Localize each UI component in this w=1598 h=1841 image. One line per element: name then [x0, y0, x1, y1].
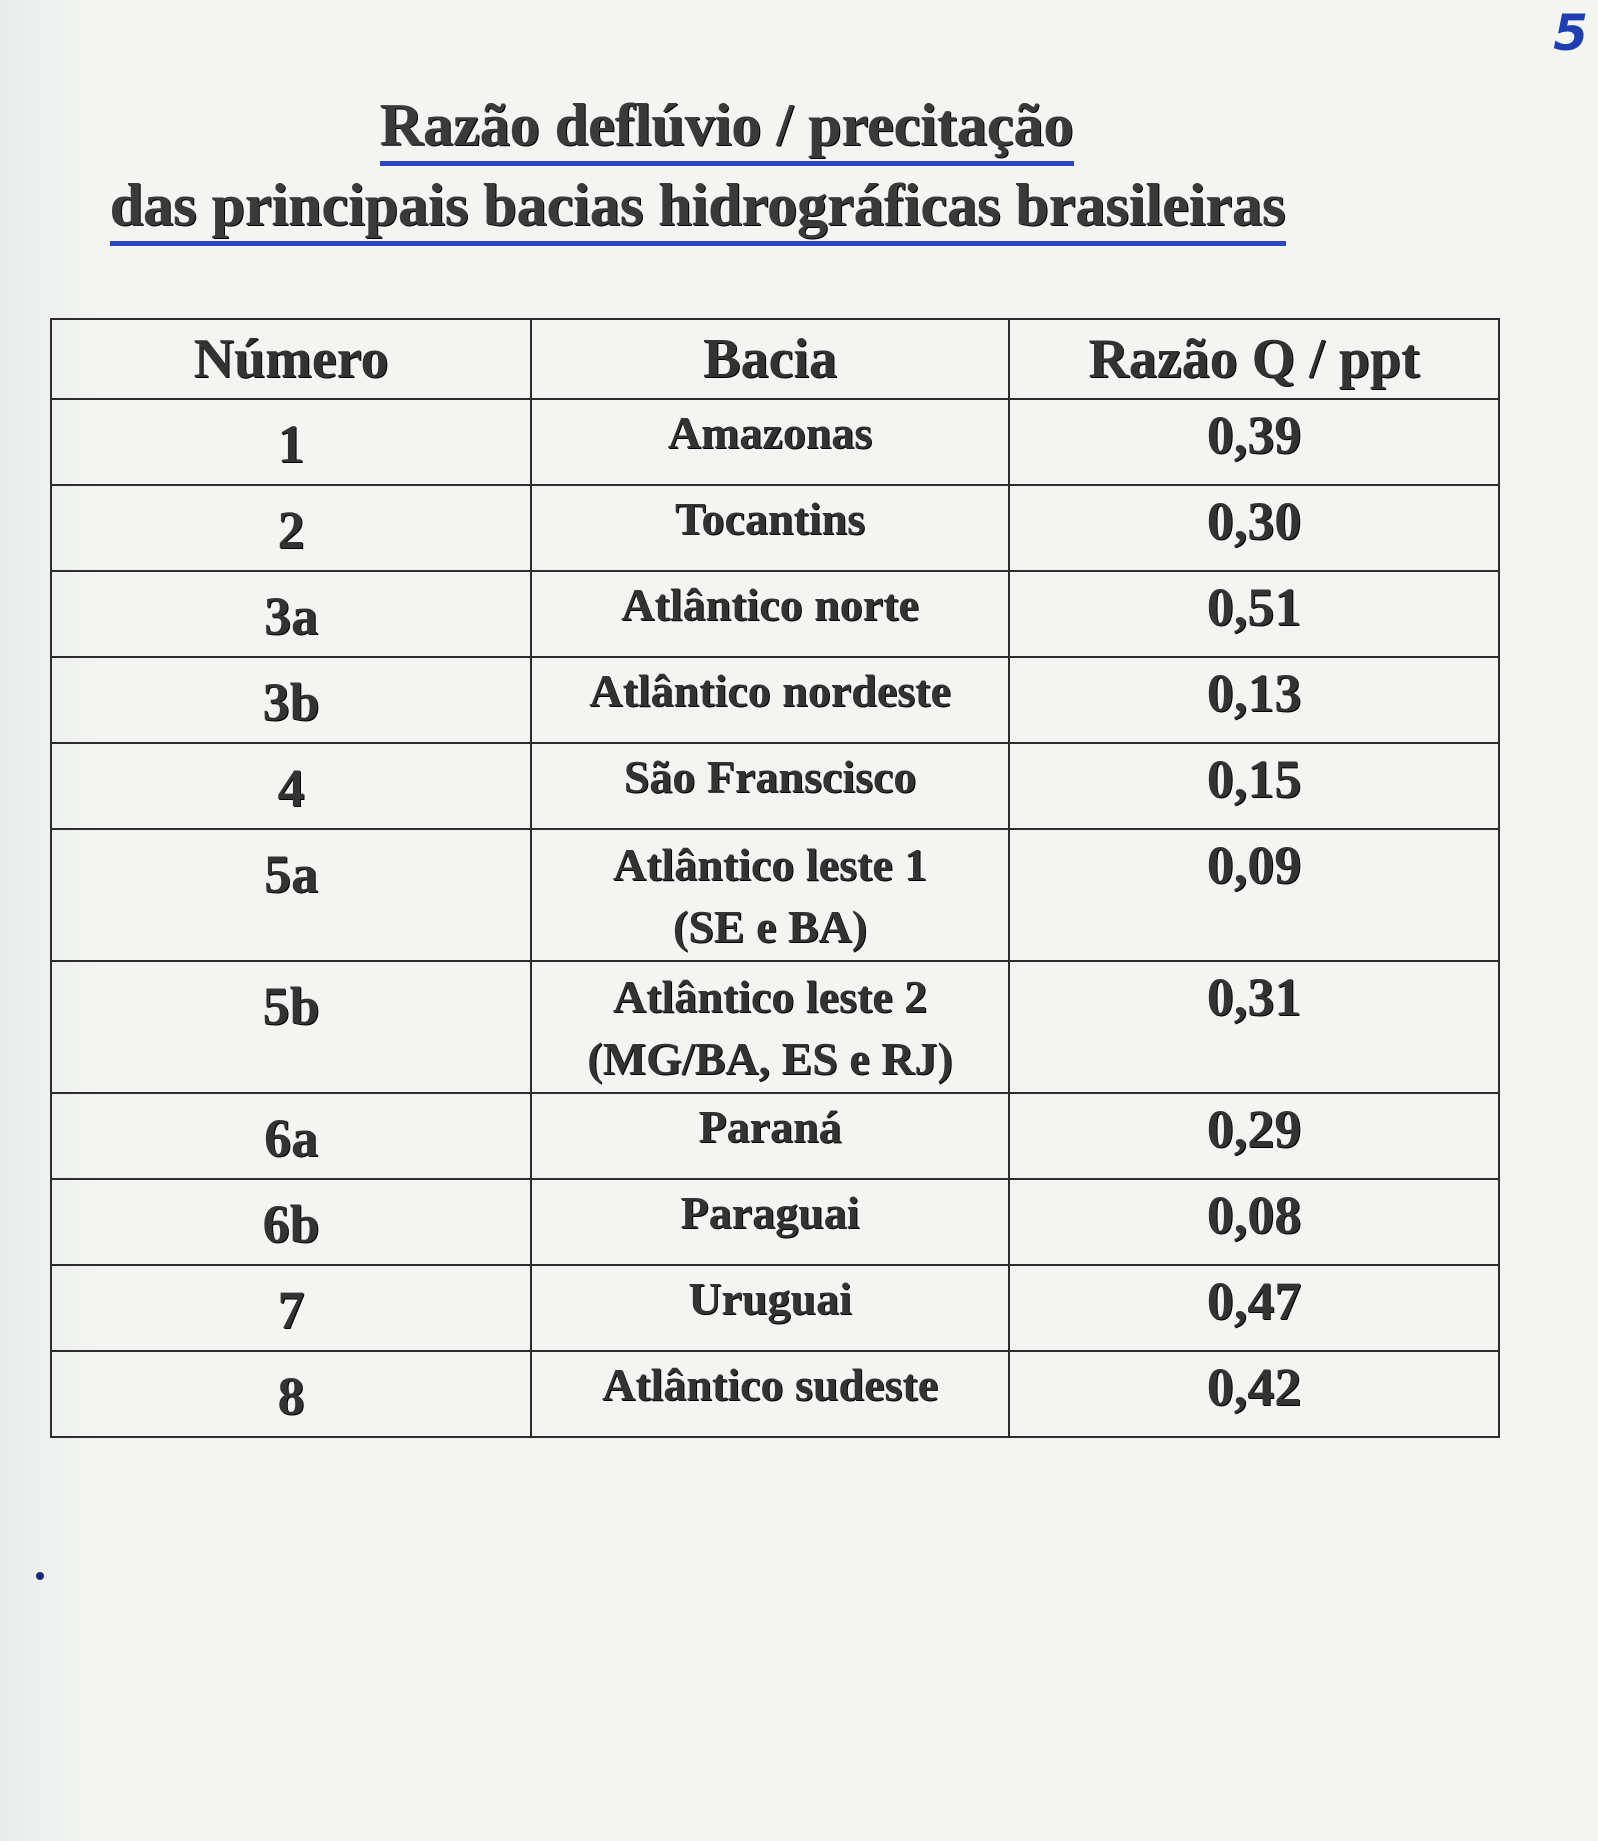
cell-bacia-sub: (MG/BA, ES e RJ)	[587, 1033, 953, 1084]
cell-bacia: Paraguai	[531, 1179, 1009, 1265]
table-row	[51, 1351, 1499, 1437]
cell-numero: 5b	[51, 961, 531, 1093]
cell-razao: 0,31	[1009, 961, 1499, 1093]
table-row	[51, 485, 1499, 571]
header-bacia: Bacia	[531, 319, 1009, 399]
cell-bacia	[531, 829, 1009, 961]
cell-razao: 0,39	[1009, 399, 1499, 485]
cell-razao: 0,13	[1009, 657, 1499, 743]
cell-numero: 1	[51, 399, 531, 485]
table-row	[51, 571, 1499, 657]
document-title	[110, 92, 1440, 246]
table-row	[51, 399, 1499, 485]
cell-bacia-main: Atlântico leste 2	[612, 971, 928, 1022]
data-table	[50, 318, 1500, 1438]
cell-numero: 5a	[51, 829, 531, 961]
table-row	[51, 1093, 1499, 1179]
cell-razao: 0,15	[1009, 743, 1499, 829]
cell-bacia: Uruguai	[531, 1265, 1009, 1351]
table-row	[51, 961, 1499, 1093]
title-line-2: das principais bacias hidrográficas brasileiras	[110, 172, 1286, 246]
cell-bacia: Atlântico norte	[531, 571, 1009, 657]
cell-numero: 6b	[51, 1179, 531, 1265]
cell-bacia: Tocantins	[531, 485, 1009, 571]
cell-bacia-main: Atlântico leste 1	[612, 839, 928, 890]
basin-ratio-table	[50, 318, 1498, 1438]
cell-razao: 0,09	[1009, 829, 1499, 961]
cell-bacia: São Franscisco	[531, 743, 1009, 829]
cell-numero: 8	[51, 1351, 531, 1437]
cell-numero: 3b	[51, 657, 531, 743]
cell-razao: 0,51	[1009, 571, 1499, 657]
table-row	[51, 1179, 1499, 1265]
header-numero: Número	[51, 319, 531, 399]
cell-bacia: Paraná	[531, 1093, 1009, 1179]
cell-razao: 0,29	[1009, 1093, 1499, 1179]
cell-numero: 2	[51, 485, 531, 571]
table-row	[51, 829, 1499, 961]
cell-razao: 0,08	[1009, 1179, 1499, 1265]
table-row	[51, 657, 1499, 743]
cell-razao: 0,42	[1009, 1351, 1499, 1437]
cell-razao: 0,30	[1009, 485, 1499, 571]
cell-numero: 6a	[51, 1093, 531, 1179]
table-row	[51, 1265, 1499, 1351]
cell-numero: 3a	[51, 571, 531, 657]
table-header-row	[51, 319, 1499, 399]
title-line-1: Razão deflúvio / precitação	[380, 92, 1074, 166]
page-number: 5	[1553, 4, 1588, 62]
cell-numero: 7	[51, 1265, 531, 1351]
cell-bacia	[531, 961, 1009, 1093]
cell-bacia: Amazonas	[531, 399, 1009, 485]
cell-razao: 0,47	[1009, 1265, 1499, 1351]
cell-bacia: Atlântico sudeste	[531, 1351, 1009, 1437]
cell-numero: 4	[51, 743, 531, 829]
cell-bacia: Atlântico nordeste	[531, 657, 1009, 743]
scan-speck	[36, 1572, 44, 1580]
header-razao: Razão Q / ppt	[1009, 319, 1499, 399]
table-row	[51, 743, 1499, 829]
cell-bacia-sub: (SE e BA)	[672, 901, 868, 952]
